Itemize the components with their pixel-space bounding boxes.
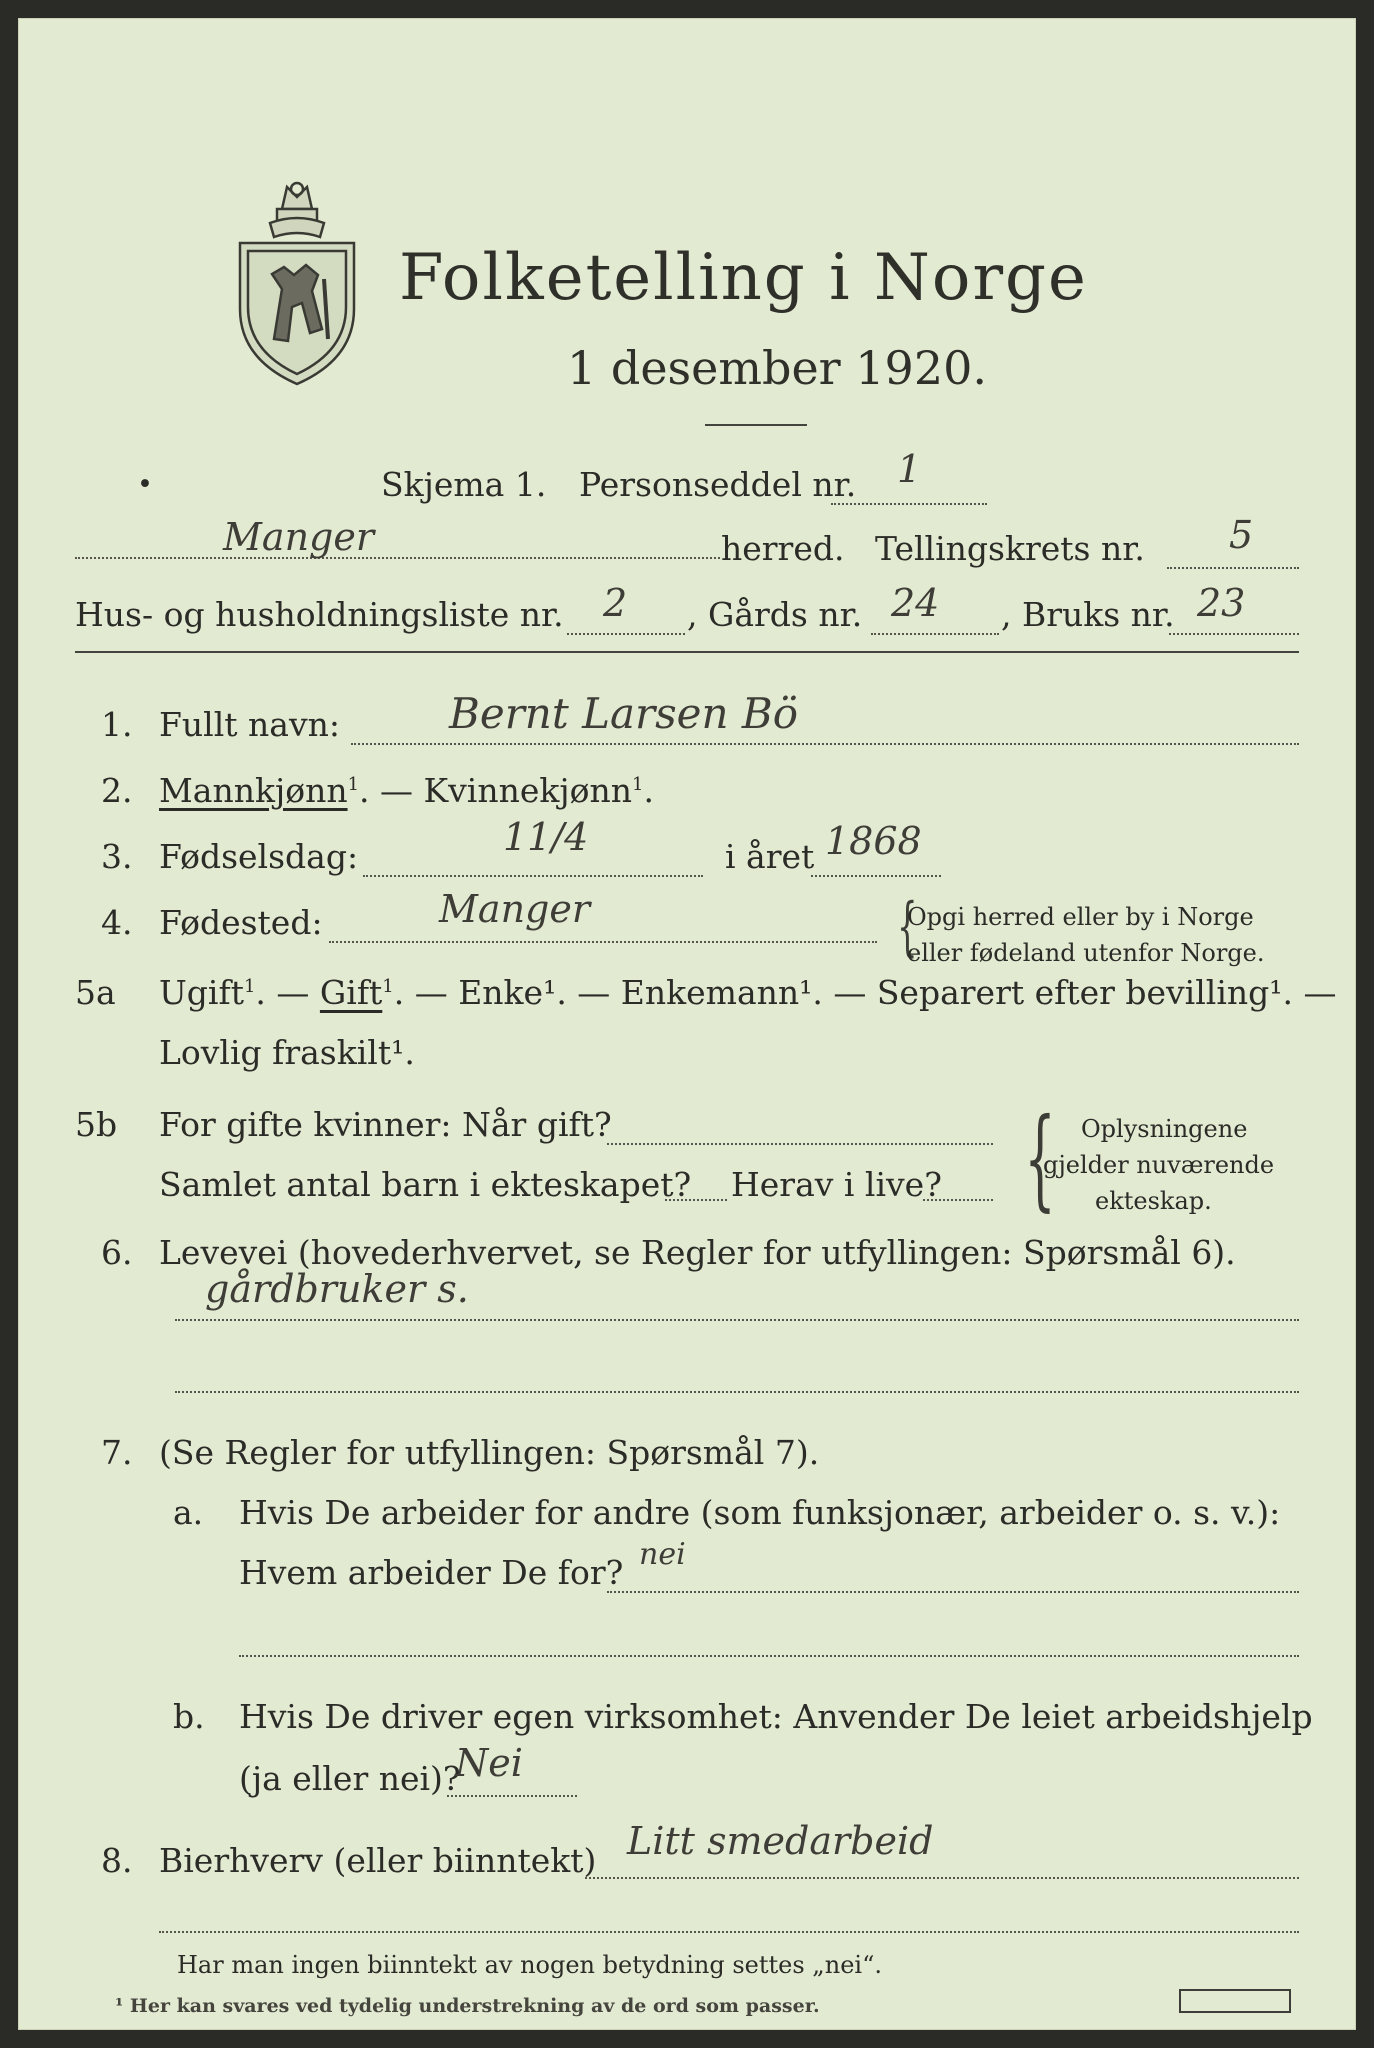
census-date: 1 desember 1920. — [567, 341, 987, 395]
herred-label: herred. — [721, 529, 845, 568]
form-title: Folketelling i Norge — [399, 241, 1088, 315]
gards-line — [871, 633, 999, 635]
bruks-label: , Bruks nr. — [1001, 595, 1175, 634]
q5a-options — [159, 973, 1337, 1012]
printer-stamp — [1179, 1989, 1291, 2013]
q5b-note-line1: Oplysningene — [1081, 1115, 1248, 1143]
q5b-line2b-fill — [923, 1199, 993, 1201]
q7-label: (Se Regler for utfyllingen: Spørsmål 7). — [159, 1433, 820, 1472]
q3-year-value: 1868 — [825, 819, 922, 863]
q4-note-line2: eller fødeland utenfor Norge. — [907, 939, 1265, 967]
q5b-line1-fill — [607, 1143, 993, 1145]
personseddel-label: Personseddel nr. — [579, 465, 857, 504]
q4-number: 4. — [101, 903, 133, 942]
q6-line1 — [175, 1319, 1299, 1321]
female-option: Kvinnekjønn — [423, 771, 633, 810]
q7b-line2: (ja eller nei)? — [239, 1759, 461, 1798]
bruks-value: 23 — [1197, 581, 1246, 625]
q4-label: Fødested: — [159, 903, 323, 942]
q3-year-line — [811, 875, 941, 877]
husliste-label: Hus- og husholdningsliste nr. — [75, 595, 564, 634]
tellingskrets-line — [1167, 567, 1299, 569]
tellingskrets-value: 5 — [1229, 513, 1254, 557]
q5b-number: 5b — [75, 1105, 118, 1144]
q8-extra-line — [159, 1931, 1299, 1933]
q5a-other-options: . — Enke¹. — Enkemann¹. — Separert efter bevilling¹. — — [393, 973, 1337, 1012]
q2-number: 2. — [101, 771, 133, 810]
q3-label: Fødselsdag: — [159, 837, 359, 876]
q7b-line1: Hvis De driver egen virksomhet: Anvender De leiet arbeidshjelp — [239, 1697, 1313, 1736]
q5b-line1: For gifte kvinner: Når gift? — [159, 1105, 612, 1144]
q8-line — [585, 1877, 1299, 1879]
q7-number: 7. — [101, 1433, 133, 1472]
q2-options — [159, 771, 654, 810]
ugift-footnote-mark: 1 — [243, 976, 256, 997]
q5a-line2: Lovlig fraskilt¹. — [159, 1033, 415, 1072]
ugift-option: Ugift — [159, 973, 244, 1012]
husliste-line — [567, 633, 685, 635]
census-form — [18, 18, 1356, 2030]
q4-note-brace: { — [897, 890, 918, 964]
q5b-note-line3: ekteskap. — [1095, 1187, 1212, 1215]
q1-line — [351, 743, 1299, 745]
bullet-mark: • — [137, 469, 153, 500]
header-divider — [75, 651, 1299, 653]
male-footnote-mark: 1 — [347, 774, 360, 795]
q6-value: gårdbruker s. — [205, 1267, 469, 1311]
q5b-line2a: Samlet antal barn i ekteskapet? — [159, 1165, 692, 1204]
husliste-value: 2 — [603, 581, 628, 625]
q6-label: Levevei (hovederhvervet, se Regler for utfyllingen: Spørsmål 6). — [159, 1233, 1236, 1272]
q4-value: Manger — [439, 887, 591, 931]
q5b-line2a-fill — [665, 1199, 727, 1201]
q7b-line — [447, 1795, 577, 1797]
q8-label: Bierhverv (eller biinntekt) — [159, 1841, 597, 1880]
q3-year-label: i året — [725, 837, 815, 876]
q3-day-value: 11/4 — [503, 815, 589, 859]
personseddel-value: 1 — [897, 447, 922, 491]
q2-separator: . — — [359, 771, 424, 810]
q3-number: 3. — [101, 837, 133, 876]
q7b-value: Nei — [455, 1741, 523, 1785]
gards-value: 24 — [891, 581, 940, 625]
q6-number: 6. — [101, 1233, 133, 1272]
bruks-line — [1169, 633, 1299, 635]
gards-label: , Gårds nr. — [687, 595, 863, 634]
q7a-value: nei — [639, 1537, 686, 1572]
personseddel-line — [831, 503, 987, 505]
gift-footnote-mark: 1 — [382, 976, 394, 997]
q4-line — [329, 941, 877, 943]
title-divider — [705, 424, 807, 426]
herred-line — [75, 557, 720, 559]
skjema-label: Skjema 1. — [381, 465, 547, 504]
tellingskrets-label: Tellingskrets nr. — [875, 529, 1145, 568]
q5b-line2b: Herav i live? — [731, 1165, 942, 1204]
q1-number: 1. — [101, 705, 133, 744]
q7a-line — [607, 1591, 1299, 1593]
q5b-note-brace: { — [1024, 1094, 1056, 1222]
q6-line2 — [175, 1391, 1299, 1393]
coat-of-arms-icon — [232, 179, 362, 394]
gift-option: Gift — [319, 973, 383, 1012]
q7a-extra-line — [239, 1655, 1299, 1657]
q1-label: Fullt navn: — [159, 705, 340, 744]
q4-note-line1: Opgi herred eller by i Norge — [907, 903, 1254, 931]
q5a-number: 5a — [75, 973, 116, 1012]
q8-value: Litt smedarbeid — [627, 1819, 934, 1863]
male-option: Mannkjønn — [159, 771, 348, 810]
q3-day-line — [363, 875, 703, 877]
q8-note: Har man ingen biinntekt av nogen betydning settes „nei“. — [177, 1951, 882, 1979]
q7a-letter: a. — [173, 1493, 204, 1532]
q7b-letter: b. — [173, 1697, 205, 1736]
q5a-separator: . — — [255, 973, 320, 1012]
q2-end: . — [643, 771, 654, 810]
herred-value: Manger — [223, 515, 375, 559]
q7a-line1: Hvis De arbeider for andre (som funksjonær, arbeider o. s. v.): — [239, 1493, 1281, 1532]
q7a-line2: Hvem arbeider De for? — [239, 1553, 624, 1592]
q5b-note-line2: gjelder nuværende — [1043, 1151, 1275, 1179]
q8-number: 8. — [101, 1841, 133, 1880]
footnote: ¹ Her kan svares ved tydelig understrekning av de ord som passer. — [115, 1995, 820, 2017]
q1-value: Bernt Larsen Bö — [449, 689, 799, 738]
female-footnote-mark: 1 — [632, 774, 644, 795]
